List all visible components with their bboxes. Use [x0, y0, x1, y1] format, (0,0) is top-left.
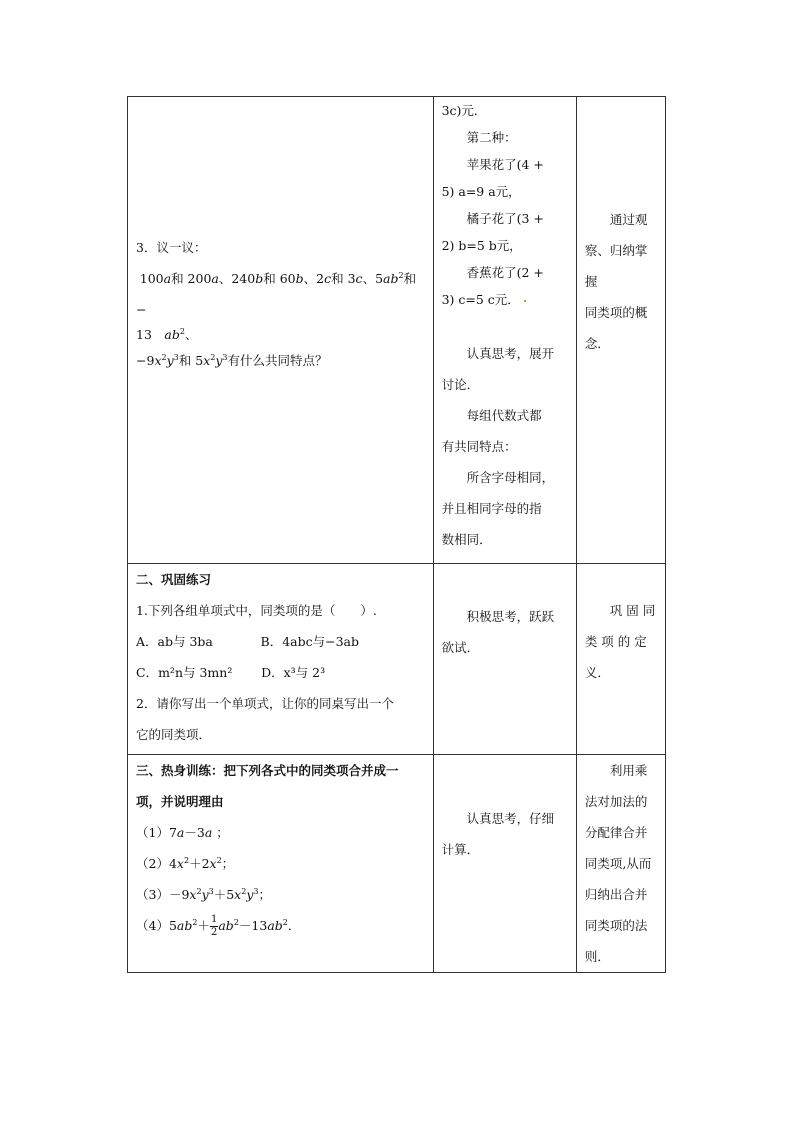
text-line: 苹果花了(4 +	[466, 157, 544, 172]
text-line: 并且相同字母的指	[441, 501, 542, 516]
text-line: 认真思考，展开	[466, 346, 555, 361]
exercise-line: （1）7a－3a ；	[136, 825, 229, 840]
section-heading: 二、巩固练习	[136, 572, 212, 587]
text-line: 同类项的法	[584, 918, 648, 933]
text-line: 有共同特点：	[441, 439, 517, 454]
section-heading: 项，并说明理由	[136, 794, 224, 809]
text-line: 察、归纳掌握	[584, 242, 648, 289]
question-line: 1.下列各组单项式中，同类项的是（ ）.	[136, 603, 377, 618]
section-heading: 三、热身训练：把下列各式中的同类项合并成一	[136, 763, 399, 778]
text-line: 通过观	[609, 211, 648, 227]
lesson-table	[127, 96, 666, 973]
text-line: 归纳出合并	[584, 887, 648, 902]
text-line: 利用乘	[609, 763, 648, 778]
exercise-line: $(4)5ab^2+$ $\frac{1}{2}$ $ab^2-13ab^2$．	[136, 914, 301, 938]
question-line: 2．请你写出一个单项式，让你的同桌写出一个	[136, 696, 394, 711]
question-line: $-9x^2y^3$和 $5x^2y^3$有什么共同特点？	[136, 352, 328, 368]
table-row	[128, 564, 666, 755]
text-line: 巩 固 同	[609, 603, 656, 618]
text-line: 同类项,从而	[584, 856, 652, 871]
design-intent-cell	[576, 564, 665, 755]
text-line: 法对加法的	[584, 794, 648, 809]
text-line: 2) b=5 b元，	[441, 238, 522, 253]
text-line: 橘子花了(3 +	[466, 211, 544, 226]
text-line: 数相同．	[441, 532, 492, 547]
text-line: 义．	[584, 665, 610, 680]
text-line: 讨论．	[441, 377, 480, 392]
text-line: 欲试．	[441, 639, 480, 655]
text-line: 香蕉花了(2 +	[466, 265, 544, 280]
options-line: A．ab与 3ba B．4abc与−3ab	[136, 634, 360, 649]
design-intent-cell	[576, 97, 665, 564]
text-line: 计算．	[441, 841, 480, 857]
text-line: 3c)元．	[441, 103, 487, 118]
text-line: 每组代数式都	[466, 408, 542, 423]
text-line: 类 项 的 定	[584, 634, 647, 649]
options-line: C．m²n与 3mn² D．x³与 2³	[136, 665, 326, 680]
student-activity-cell	[433, 97, 576, 564]
activity-cell	[128, 564, 434, 755]
section-heading: 3．议一议：	[136, 240, 207, 255]
text-line: 则．	[584, 949, 610, 964]
fraction: $\frac{1}{2}$	[210, 914, 218, 938]
design-intent-cell	[576, 755, 665, 973]
text-line: 3) c=5 c元．	[442, 286, 569, 313]
activity-cell	[128, 97, 434, 564]
question-line: 13 $ab^2$、	[136, 326, 198, 342]
text-line: 认真思考，仔细	[466, 810, 555, 826]
question-line: 它的同类项．	[136, 727, 212, 742]
student-activity-cell	[433, 564, 576, 755]
activity-cell	[128, 755, 434, 973]
table-row	[128, 755, 666, 973]
text-line: 第二种：	[466, 130, 517, 145]
exercise-line: $(3)-9x^2y^3+5x^2y^3$；	[136, 886, 271, 902]
student-activity-cell	[433, 755, 576, 973]
text-line: 积极思考，跃跃	[466, 608, 555, 624]
mark-dot	[524, 300, 526, 302]
question-line: 100a和 200a、240b和 60b、2c和 3c、$5ab^2$和−	[136, 270, 417, 317]
text-line: 念．	[584, 335, 610, 351]
text-line: 5) a=9 a元，	[441, 184, 521, 199]
text-line: 同类项的概	[584, 304, 648, 320]
text-line: 分配律合并	[584, 825, 648, 840]
table-row	[128, 97, 666, 564]
text-line: 所含字母相同，	[466, 470, 555, 485]
exercise-line: $(2)4x^2+2x^2$；	[136, 855, 235, 871]
